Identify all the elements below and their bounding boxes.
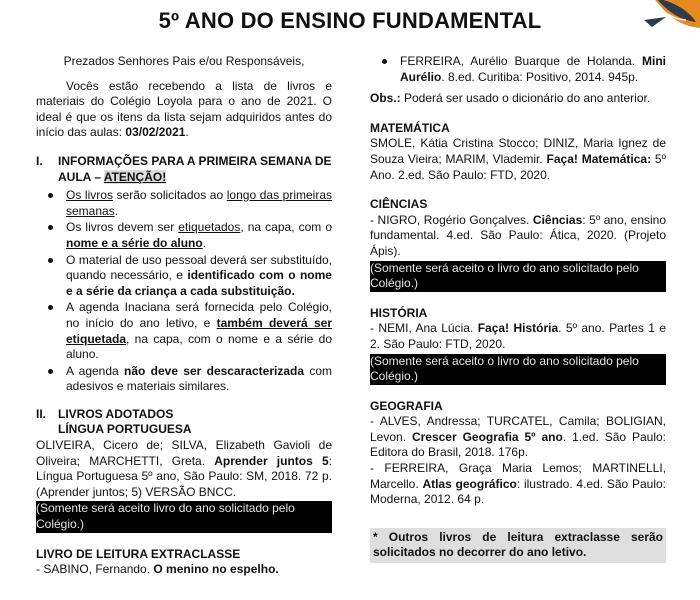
greeting: Prezados Senhores Pais e/ou Responsáveis, [63,54,305,68]
portuguese-subject: LÍNGUA PORTUGUESA [58,422,192,437]
science-subject: CIÊNCIAS [370,197,428,212]
bird-logo-icon [622,0,700,44]
reading-subject: LIVRO DE LEITURA EXTRACLASSE [36,546,241,561]
list-item: Os livros devem ser etiquetados, na capa, com o nome e a série do aluno. [36,220,332,251]
intro-paragraph: Vocês estão recebendo a lista de livros e materiais do Colégio Loyola para o ano de 2021. O ideal é que os itens da lista sejam adquiridos antes do início das aulas: 03/02/2021. [36,78,332,140]
portuguese-note: (Somente será aceito livro do ano solicitado pelo Colégio.) [36,501,332,532]
portuguese-book: OLIVEIRA, Cicero de; SILVA, Elizabeth Gavioli de Oliveira; MARCHETTI, Greta. Aprender juntos 5: Língua Portuguesa 5º ano, São Paulo: SM, 2018. 72 p. (Aprender juntos; 5) VERSÃO BNCC. [36,438,333,499]
list-item: A agenda não deve ser descaracterizada com adesivos e materiais similares. [36,364,332,395]
attention-label: ATENÇÃO! [103,169,167,184]
history-book: - NEMI, Ana Lúcia. Faça! História. 5º ano. Partes 1 e 2. São Paulo: FTD, 2020. [370,321,667,351]
obs-note: Obs.: Poderá ser usado o dicionário do ano anterior. [370,91,651,106]
list-item: FERREIRA, Aurélio Buarque de Holanda. Mini Aurélio. 8.ed. Curitiba: Positivo, 2014. 945p. [370,54,666,85]
geography-book-2: - FERREIRA, Graça Maria Lemos; MARTINELLI, Marcello. Atlas geográfico: ilustrado. 4.ed. São Paulo: Moderna, 2012. 64 p. [370,461,666,507]
history-note: (Somente será aceito o livro do ano solicitado pelo Colégio.) [370,354,666,385]
science-book: - NIGRO, Rogério Gonçalves. Ciências: 5º ano, ensino fundamental. 4.ed. São Paulo: Ática, 2020. (Projeto Ápis). [370,212,667,258]
footer-note: * Outros livros de leitura extraclasse serão solicitados no decorrer do ano letivo. [370,528,666,563]
deadline-date: 03/02/2021 [125,125,186,140]
geography-subject: GEOGRAFIA [370,398,443,413]
dictionary-list [370,54,666,85]
portuguese-block [36,422,332,438]
reading-book: - SABINO, Fernando. O menino no espelho. [36,562,279,577]
section-1-heading: I. INFORMAÇÕES PARA A PRIMEIRA SEMANA DE AULA – ATENÇÃO! [36,153,332,184]
math-subject: MATEMÁTICA [370,120,450,135]
page-title: 5º ANO DO ENSINO FUNDAMENTAL [158,8,542,33]
left-column [36,54,332,578]
geography-book-1: - ALVES, Andressa; TURCATEL, Camila; BOLIGIAN, Levon. Crescer Geografia 5º ano. 1.ed. São Paulo: Editora do Brasil, 2018. 176p. [370,414,666,460]
science-note: (Somente será aceito o livro do ano solicitado pelo Colégio.) [370,261,666,292]
math-book: SMOLE, Kátia Cristina Stocco; DINIZ, Maria Ignez de Souza Vieira; MARIM, Vlademir. Faça! Matemática: 5º Ano. 2.ed. São Paulo: FTD, 2020. [370,136,666,182]
list-item: A agenda Inaciana será fornecida pelo Colégio, no início do ano letivo, e também deverá ser etiquetada, na capa, com o nome e a série do aluno. [36,300,332,362]
list-item: Os livros serão solicitados ao longo das primeiras semanas. [36,188,332,219]
section-2-heading: II. LIVROS ADOTADOS [36,406,174,421]
right-column [370,54,666,563]
list-item: O material de uso pessoal deverá ser substituído, quando necessário, e identificado com o nome e a série da criança a cada substituição. [36,253,332,300]
history-subject: HISTÓRIA [370,305,428,320]
info-list [36,188,332,395]
